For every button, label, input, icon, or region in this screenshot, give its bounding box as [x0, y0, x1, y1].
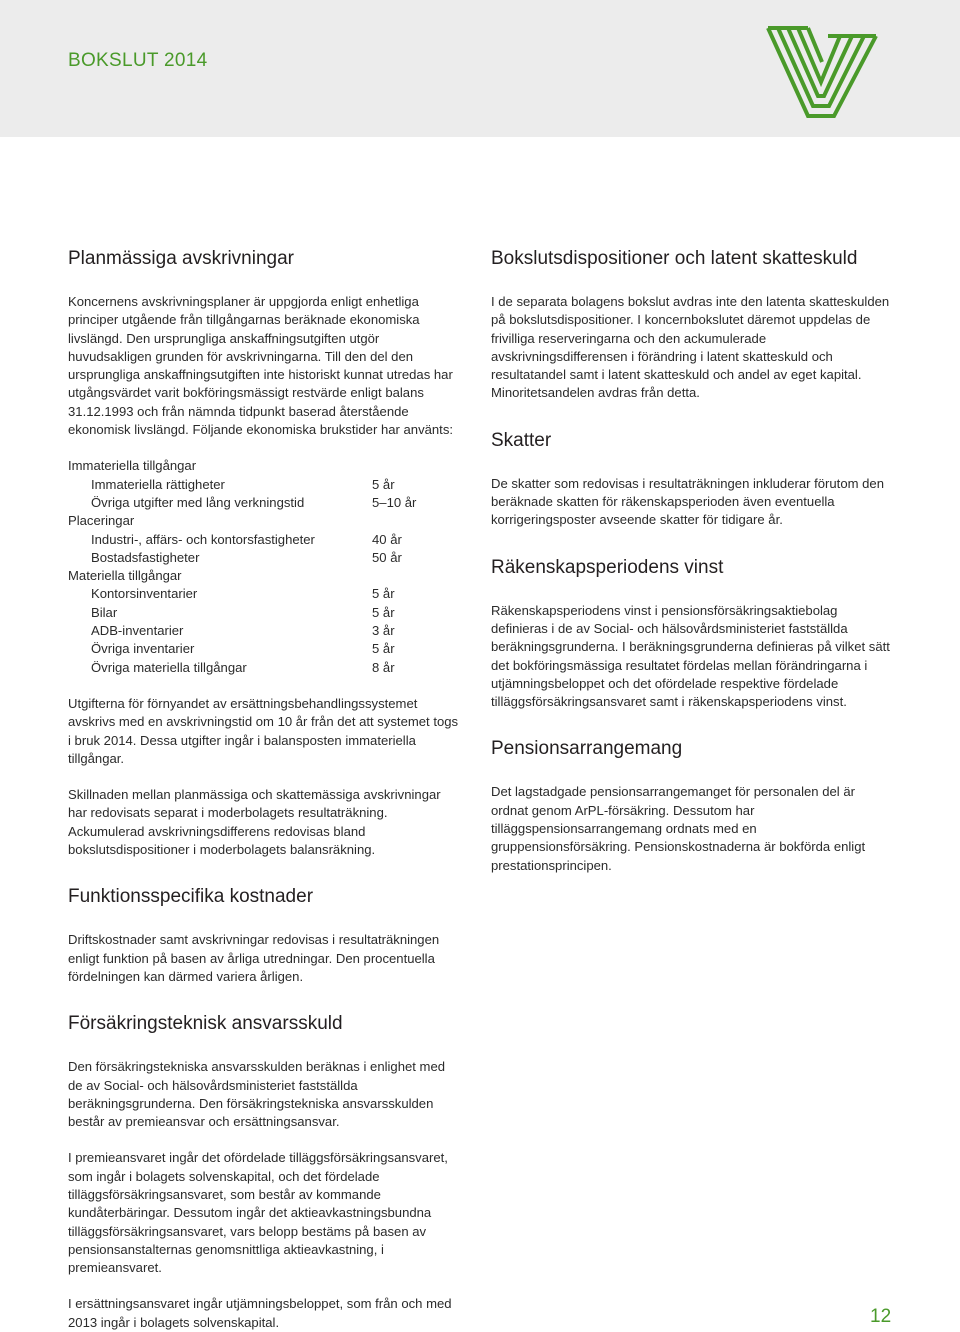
paragraph: De skatter som redovisas i resultaträkningen inkluderar förutom den beräknade skatten för räkenskapsperioden även eventuella korrigeringsposter avseende skatter för tidigare år.: [491, 475, 884, 528]
row-value: 3 år: [372, 623, 395, 639]
table-row: [68, 512, 460, 530]
paragraph: Skillnaden mellan planmässiga och skattemässiga avskrivningar har redovisats separat i moderbolagets resultaträkning. Ackumulerad avskrivningsdifferens redovisas bland bokslutsdispositioner i moderbolagets balansräkning.: [68, 787, 441, 858]
table-row: [68, 585, 460, 603]
page-number: 12: [870, 1306, 892, 1327]
row-label: Bostadsfastigheter: [91, 549, 200, 565]
report-title: BOKSLUT 2014: [68, 50, 208, 71]
row-value: 5 år: [372, 586, 395, 602]
table-row: [68, 457, 460, 475]
row-value: 5 år: [372, 604, 395, 620]
heading-skatter: Skatter: [491, 429, 552, 451]
paragraph: I ersättningsansvaret ingår utjämningsbeloppet, som från och med 2013 ingår i bolagets solvenskapital.: [68, 1296, 452, 1330]
heading-funktionsspecifika-kostnader: Funktionsspecifika kostnader: [68, 886, 314, 908]
table-row: [68, 604, 460, 622]
right-column: [491, 246, 891, 875]
table-row: [68, 494, 460, 512]
row-label: ADB-inventarier: [91, 623, 184, 639]
paragraph: Den försäkringstekniska ansvarsskulden beräknas i enlighet med de av Social- och hälsovårdsministeriet fastställda beräkningsgrunderna. Den försäkringstekniska ansvarsskulden består av premieansvar och ersättningsansvar.: [68, 1059, 446, 1130]
left-column: [68, 246, 460, 1332]
row-label: Övriga utgifter med lång verkningstid: [91, 494, 305, 510]
paragraph: Det lagstadgade pensionsarrangemanget för personalen del är ordnat genom ArPL-försäkring. Dessutom har tilläggspensionsarrangemang ordnats med en gruppensionsförsäkring. Pensionskostnaderna är bokförda enligt prestationsprincipen.: [491, 784, 866, 873]
group-label: Immateriella tillgångar: [68, 458, 197, 474]
paragraph: Utgifterna för förnyandet av ersättningsbehandlingssystemet avskrivs med en avskrivningstid om 10 år från det att systemet togs i bruk 2014. Dessa utgifter ingår i balansposten immateriella tillgångar.: [68, 695, 459, 766]
row-label: Industri-, affärs- och kontorsfastigheter: [91, 531, 315, 547]
paragraph: Koncernens avskrivningsplaner är uppgjorda enligt enhetliga principer utgående från tillgångarnas beräknade ekonomiska livslängd. Den ursprungliga anskaffningsutgiften utgör huvudsakligen grunden för avskrivningarna. Till den del den ursprungliga anskaffningsutgiften inte historiskt kunnat utredas har utgångsvärdet varit bokföringsmässigt restvärde enligt balans 31.12.1993 och från nämnda tidpunkt baserad återstående ekonomisk livslängd. Följande ekonomiska brukstider har använts:: [68, 294, 454, 438]
heading-rakenskapsperiodens-vinst: Räkenskapsperiodens vinst: [491, 556, 724, 578]
row-label: Övriga inventarier: [91, 641, 195, 657]
heading-forsakringsteknisk-ansvarsskuld: Försäkringsteknisk ansvarsskuld: [68, 1013, 343, 1035]
row-label: Bilar: [91, 604, 118, 620]
table-row: [68, 640, 460, 658]
row-label: Kontorsinventarier: [91, 586, 198, 602]
row-value: 5–10 år: [372, 494, 417, 510]
row-label: Övriga materiella tillgångar: [91, 659, 247, 675]
paragraph: I premieansvaret ingår det ofördelade tilläggsförsäkringsansvaret, som ingår i bolagets solvenskapital, och det fördelade tilläggsförsäkringsansvaret, som består av kommande kundåterbäringar. Dessutom ingår det aktieavkastningsbundna tilläggsförsäkringsansvaret, vars belopp bestäms på basen av pensionsanstalternas genomsnittliga aktieavkastning, i premieansvaret.: [68, 1150, 448, 1276]
row-value: 5 år: [372, 641, 395, 657]
table-row: [68, 567, 460, 585]
row-value: 40 år: [372, 531, 402, 547]
paragraph: I de separata bolagens bokslut avdras inte den latenta skatteskulden på bokslutsdispositioner. I koncernbokslutet däremot uppdelas de frivilliga reserveringarna och den ackumulerade avskrivningsdifferensen i förändring i latent skatteskuld och resultatandel samt i latent skatteskuld och andel av eget kapital. Minoritetsandelen avdras från detta.: [491, 294, 890, 401]
v-logo-icon: [764, 20, 880, 124]
heading-bokslutsdispositioner: Bokslutsdispositioner och latent skatteskuld: [491, 248, 858, 269]
paragraph: Räkenskapsperiodens vinst i pensionsförsäkringsaktiebolag definieras i de av Social- och hälsovårdsministeriet fastställda beräkningsgrunderna. I beräkningsgrunderna definieras på vilket sätt det bokföringsmässiga resultatet fördelas mellan förändringarna i utjämningsbeloppet och det ofördelade respektive fördelade tilläggsförsäkringsansvaret samt i räkenskapsperiodens vinst.: [491, 602, 890, 710]
group-label: Materiella tillgångar: [68, 568, 182, 584]
paragraph: Driftskostnader samt avskrivningar redovisas i resultaträkningen enligt funktion på basen av årliga utredningar. Den procentuella fördelningen kan därmed variera årligen.: [68, 932, 440, 984]
heading-planmassiga-avskrivningar: Planmässiga avskrivningar: [68, 248, 294, 269]
row-label: Immateriella rättigheter: [91, 476, 225, 492]
table-row: [68, 549, 460, 567]
table-row: [68, 622, 460, 640]
table-row: [68, 659, 460, 677]
row-value: 5 år: [372, 476, 395, 492]
useful-life-table: [68, 457, 460, 677]
table-row: [68, 531, 460, 549]
heading-pensionsarrangemang: Pensionsarrangemang: [491, 738, 683, 760]
row-value: 50 år: [372, 549, 402, 565]
group-label: Placeringar: [68, 513, 135, 529]
row-value: 8 år: [372, 659, 395, 675]
page-header: [0, 0, 960, 137]
table-row: [68, 476, 460, 494]
